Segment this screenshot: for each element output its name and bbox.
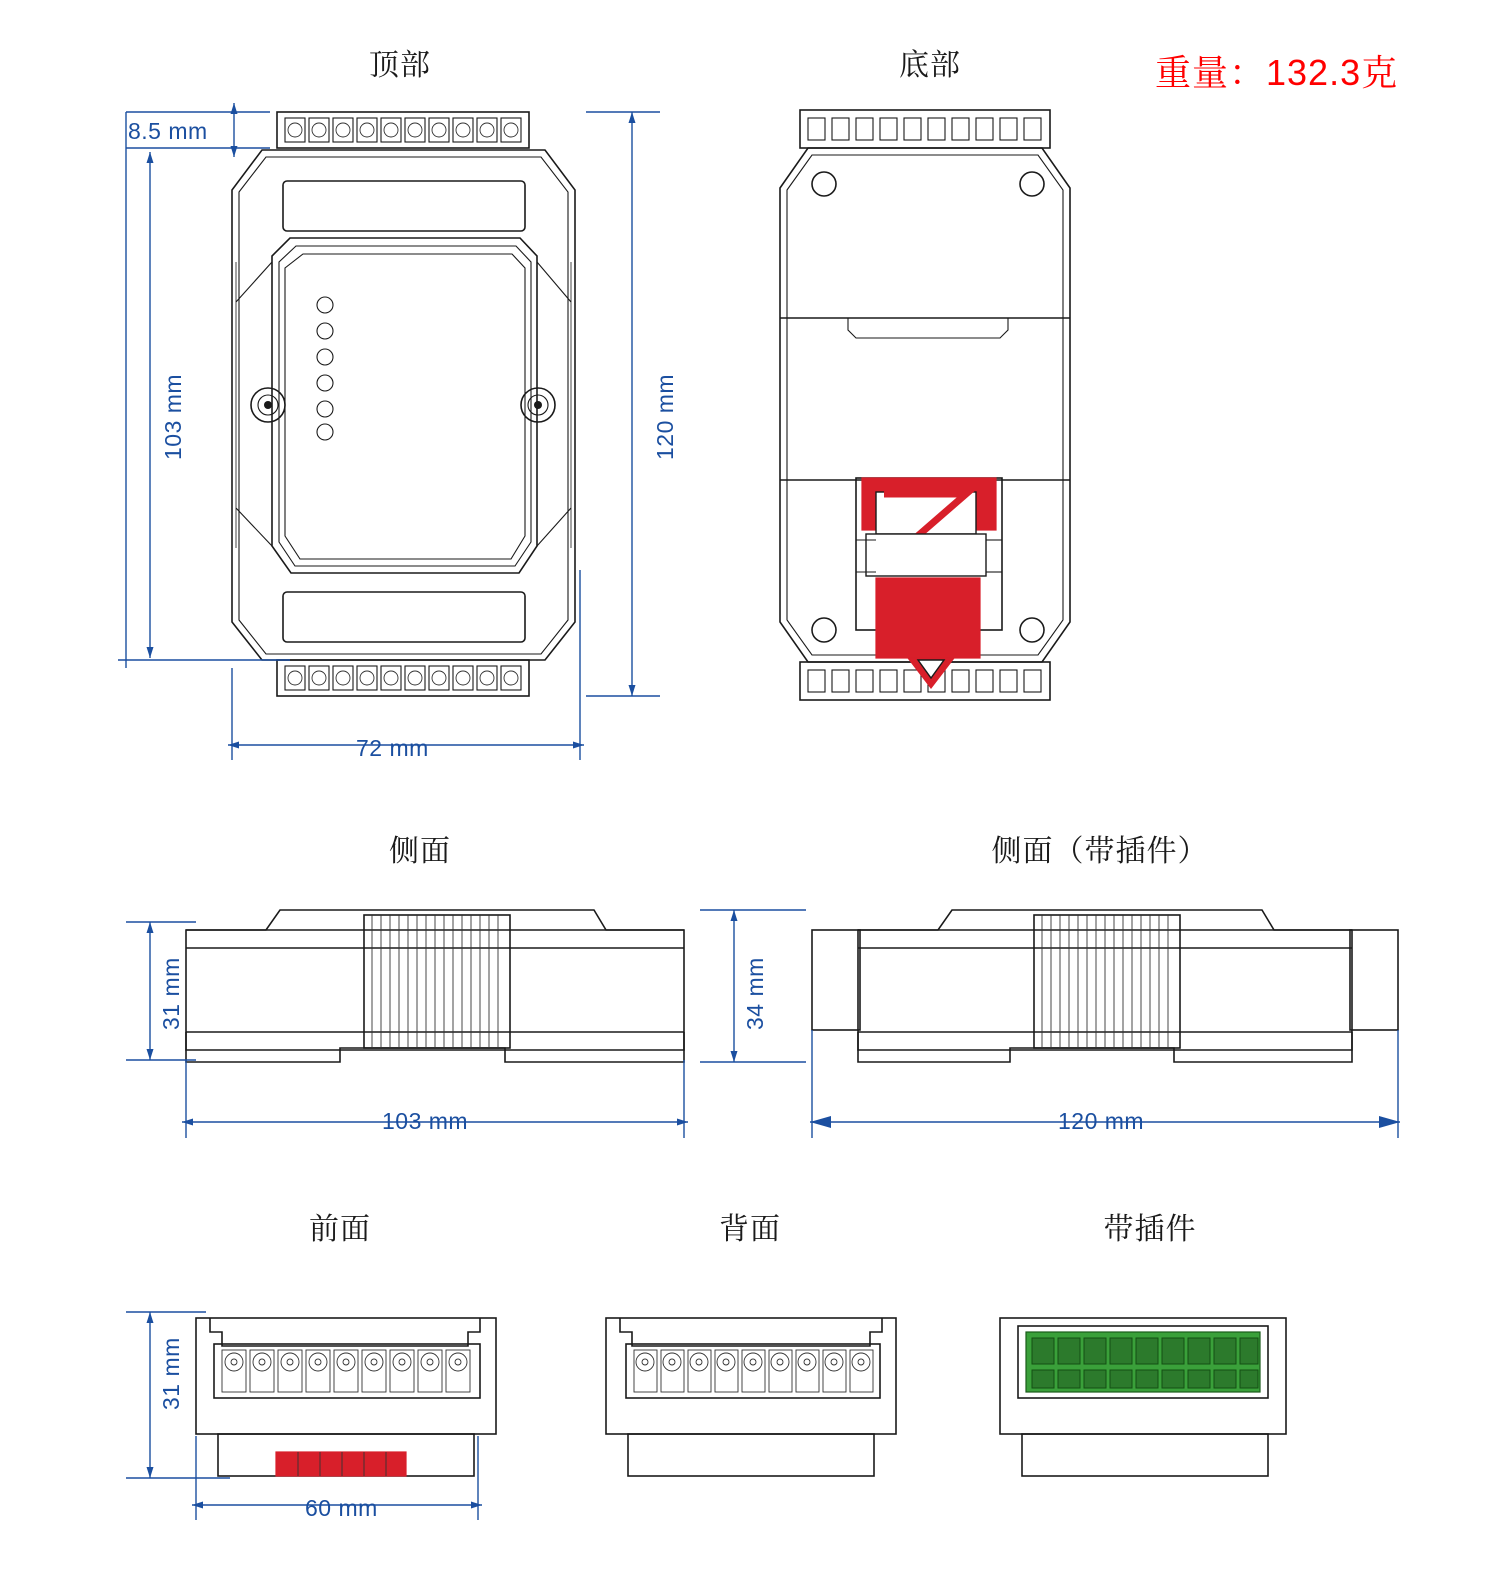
dim-front-height: 31 mm: [158, 1337, 184, 1410]
back-view-drawing: [606, 1318, 896, 1476]
dim-top-terminal-height: 8.5 mm: [128, 118, 208, 144]
top-view-drawing: [118, 103, 660, 760]
connector-view-drawing: [1000, 1318, 1286, 1476]
dim-side-height: 31 mm: [158, 957, 184, 1030]
view-title-top: 顶部: [369, 49, 431, 82]
dim-side-length-with-connector: 120 mm: [1058, 1108, 1145, 1134]
view-title-bottom: 底部: [899, 49, 961, 82]
bottom-view-drawing: [780, 110, 1070, 700]
dim-side-height-with-connector: 34 mm: [742, 957, 768, 1030]
dim-top-overall-height: 120 mm: [652, 373, 678, 460]
side-view-drawing: [126, 910, 688, 1138]
dim-front-width: 60 mm: [305, 1495, 378, 1521]
view-title-back: 背面: [719, 1213, 781, 1246]
view-title-front: 前面: [309, 1213, 371, 1246]
dim-top-width: 72 mm: [356, 735, 429, 761]
front-view-drawing: [126, 1312, 496, 1520]
view-title-side-connector: 侧面（带插件）: [991, 835, 1209, 868]
side-connector-view-drawing: [700, 910, 1400, 1138]
dim-side-length: 103 mm: [382, 1108, 469, 1134]
view-title-with-connector: 带插件: [1103, 1213, 1197, 1246]
dim-top-body-height: 103 mm: [160, 373, 186, 460]
weight-label: 重量：132.3克: [1155, 52, 1399, 93]
view-title-side: 侧面: [389, 835, 451, 868]
